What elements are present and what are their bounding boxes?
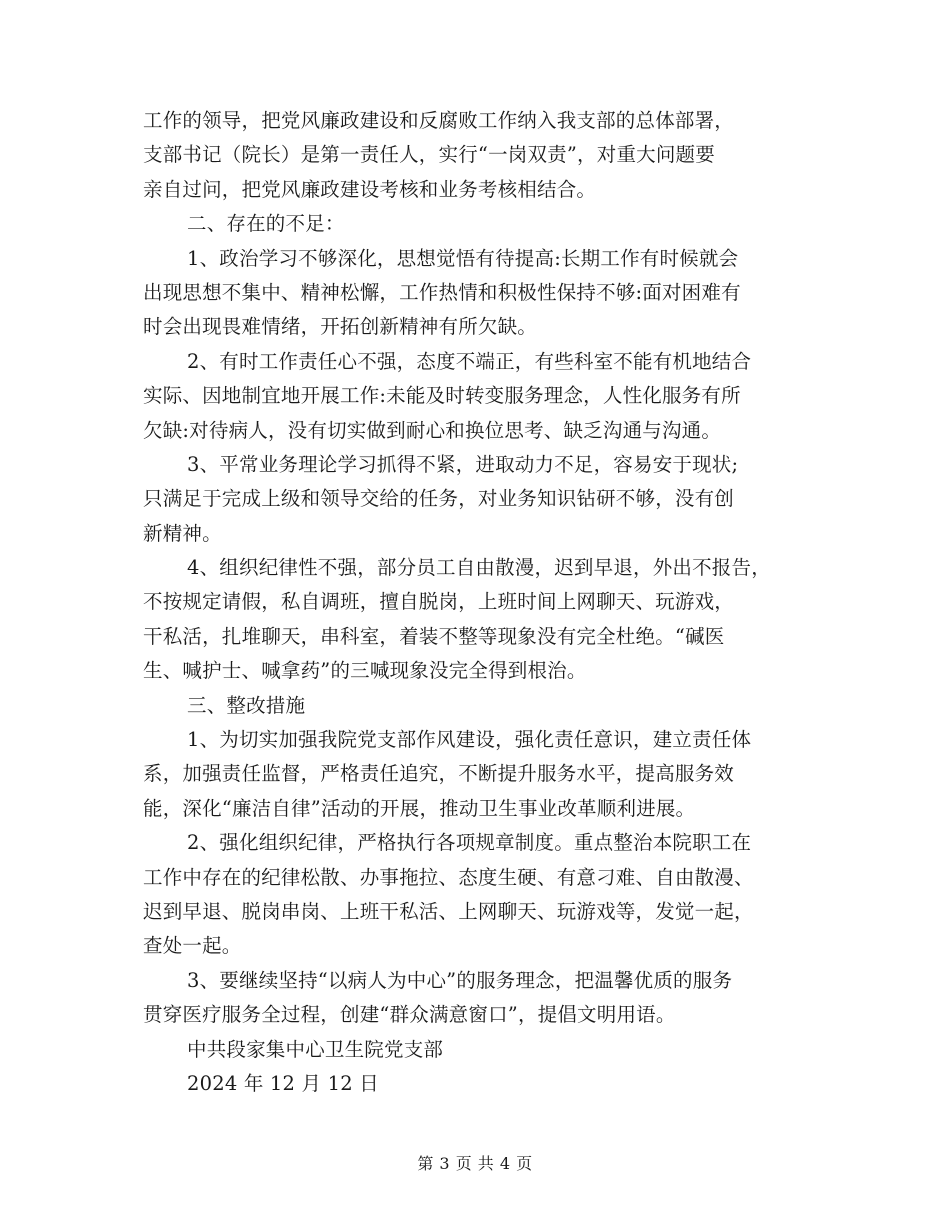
body-line: 2、强化组织纪律，严格执行各项规章制度。重点整治本院职工在 <box>187 831 752 855</box>
body-line: 工作的领导，把党风廉政建设和反腐败工作纳入我支部的总体部署， <box>143 109 735 132</box>
body-line: 只满足于完成上级和领导交给的任务，对业务知识钻研不够，没有创 <box>143 487 735 511</box>
body-line: 亲自过问，把党风廉政建设考核和业务考核相结合。 <box>143 177 597 201</box>
body-line: 出现思想不集中、精神松懈，工作热情和积极性保持不够:面对困难有 <box>143 280 741 304</box>
body-line: 不按规定请假，私自调班，擅自脱岗，上班时间上网聊天、玩游戏， <box>143 590 735 614</box>
page-number-footer: 第 3 页 共 4 页 <box>417 1154 533 1173</box>
section-heading: 二、存在的不足： <box>187 212 345 236</box>
body-line: 干私活，扎堆聊天，串科室，着装不整等现象没有完全杜绝。“碱医 <box>143 624 725 648</box>
section-heading: 三、整改措施 <box>187 693 306 717</box>
signature-organization: 中共段家集中心卫生院党支部 <box>187 1037 444 1061</box>
body-line: 2、有时工作责任心不强，态度不端正，有些科室不能有机地结合 <box>187 349 752 373</box>
body-line: 实际、因地制宜地开展工作:未能及时转变服务理念，人性化服务有所 <box>143 384 741 408</box>
body-line: 能，深化“廉洁自律”活动的开展，推动卫生事业改革顺利进展。 <box>143 796 696 820</box>
document-body <box>143 104 819 1101</box>
body-line: 3、平常业务理论学习抓得不紧，进取动力不足，容易安于现状; <box>187 452 739 476</box>
body-line: 查处一起。 <box>143 934 242 958</box>
signature-date: 2024 年 12 月 12 日 <box>187 1071 379 1095</box>
body-line: 时会出现畏难情绪，开拓创新精神有所欠缺。 <box>143 315 538 339</box>
body-line: 新精神。 <box>143 521 222 545</box>
body-line: 迟到早退、脱岗串岗、上班干私活、上网聊天、玩游戏等，发觉一起， <box>143 899 754 923</box>
body-line: 4、组织纪律性不强，部分员工自由散漫，迟到早退，外出不报告， <box>187 556 771 580</box>
body-line: 贯穿医疗服务全过程，创建“群众满意窗口”，提倡文明用语。 <box>143 1003 676 1027</box>
body-line: 系，加强责任监督，严格责任追究，不断提升服务水平，提高服务效 <box>143 762 735 786</box>
body-line: 生、喊护士、喊拿药”的三喊现象没完全得到根治。 <box>143 659 587 683</box>
body-line: 欠缺:对待病人，没有切实做到耐心和换位思考、缺乏沟通与沟通。 <box>143 418 722 442</box>
body-line: 1、为切实加强我院党支部作风建设，强化责任意识，建立责任体 <box>187 728 752 752</box>
body-line: 3、要继续坚持“以病人为中心”的服务理念，把温馨优质的服务 <box>187 968 733 992</box>
body-line: 工作中存在的纪律松散、办事拖拉、态度生硬、有意刁难、自由散漫、 <box>143 865 754 889</box>
body-line: 1、政治学习不够深化，思想觉悟有待提高:长期工作有时候就会 <box>187 246 739 270</box>
body-line: 支部书记（院长）是第一责任人，实行“一岗双责”，对重大问题要 <box>143 143 715 167</box>
